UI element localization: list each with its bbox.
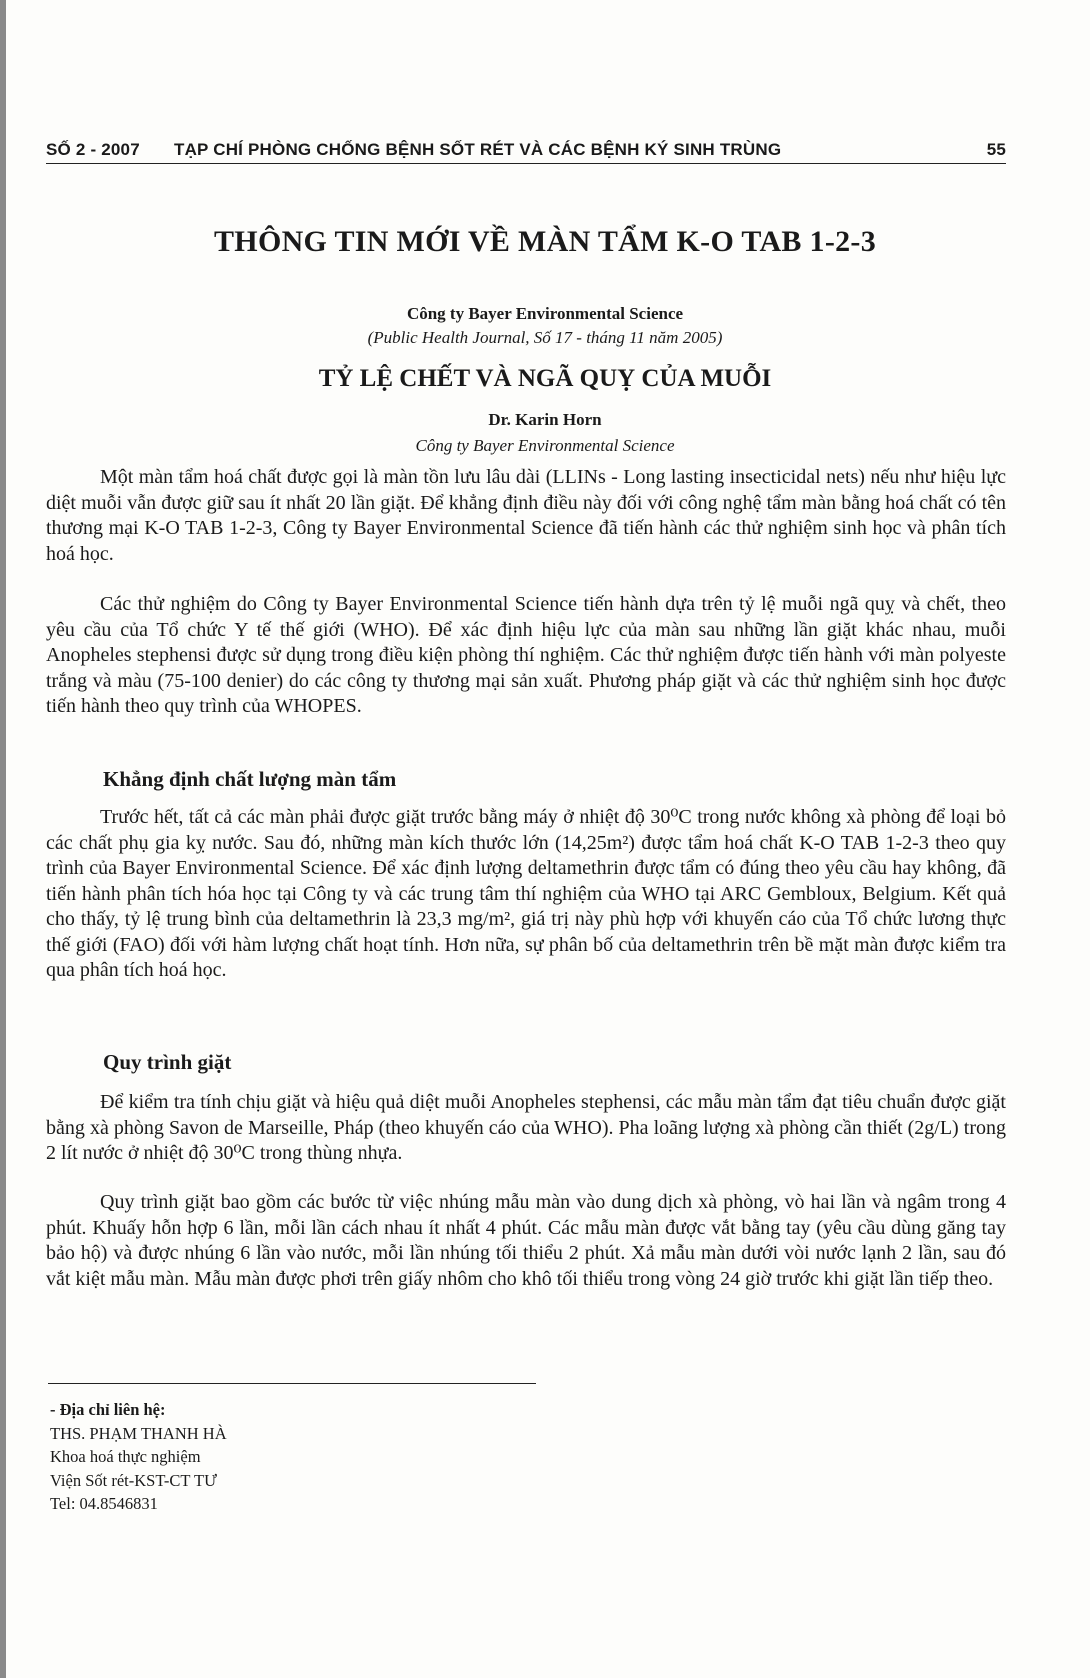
heading-washing: Quy trình giặt xyxy=(103,1050,232,1074)
paragraph-washing: Để kiểm tra tính chịu giặt và hiệu quả diệt muỗi Anopheles stephensi, các mẫu màn tẩm đạt tiêu chuẩn được giặt bằng xà phòng Savon de Marseille, Pháp (theo khuyến cáo của WHO). Pha loãng lượng xà phòng cần thiết (2g/L) trong 2 lít nước ở nhiệt độ 30⁰C trong thùng nhựa. xyxy=(46,1091,1006,1164)
contact-department: Khoa hoá thực nghiệm xyxy=(50,1447,201,1466)
author-affiliation: Công ty Bayer Environmental Science xyxy=(415,436,675,455)
author: Dr. Karin Horn xyxy=(488,410,602,429)
article-subtitle: TỶ LỆ CHẾT VÀ NGÃ QUỴ CỦA MUỖI xyxy=(318,365,772,392)
contact-label: - Địa chỉ liên hệ: xyxy=(50,1400,166,1419)
running-header xyxy=(46,140,1006,164)
source-company: Công ty Bayer Environmental Science xyxy=(406,304,684,323)
footnote-contact xyxy=(50,1398,227,1516)
page-number: 55 xyxy=(986,140,1006,159)
article-title: THÔNG TIN MỚI VỀ MÀN TẨM K-O TAB 1-2-3 xyxy=(214,225,876,258)
heading-quality: Khẳng định chất lượng màn tẩm xyxy=(103,767,397,791)
paragraph-intro: Một màn tẩm hoá chất được gọi là màn tồn lưu lâu dài (LLINs - Long lasting insecticidal nets) nếu như hiệu lực diệt muỗi vẫn được giữ sau ít nhất 20 lần giặt. Để khẳng định điều này đối với công nghệ tẩm màn bằng hoá chất có tên thương mại K-O TAB 1-2-3, Công ty Bayer Environmental Science đã tiến hành các thử nghiệm sinh học và phân tích hoá học. xyxy=(46,466,1006,565)
paragraph-procedure: Quy trình giặt bao gồm các bước từ việc nhúng mẫu màn vào dung dịch xà phòng, vò hai lần và ngâm trong 4 phút. Khuấy hỗn hợp 6 lần, mỗi lần cách nhau ít nhất 4 phút. Các mẫu màn được vắt bằng tay (yêu cầu dùng găng tay bảo hộ) và được nhúng 6 lần vào nước, mỗi lần nhúng tối thiểu 2 phút. Xả mẫu màn dưới vòi nước lạnh 2 lần, sau đó vắt kiệt mẫu màn. Mẫu màn được phơi trên giấy nhôm cho khô tối thiểu trong vòng 24 giờ trước khi giặt lần tiếp theo. xyxy=(46,1191,1006,1290)
contact-name: THS. PHẠM THANH HÀ xyxy=(50,1423,227,1443)
contact-institute: Viện Sốt rét-KST-CT TƯ xyxy=(50,1470,217,1490)
issue-number: SỐ 2 - 2007 xyxy=(46,140,140,159)
paragraph-tests: Các thử nghiệm do Công ty Bayer Environmental Science tiến hành dựa trên tỷ lệ muỗi ngã quỵ và chết, theo yêu cầu của Tổ chức Y tế thế giới (WHO). Để xác định hiệu lực của màn sau những lần giặt khác nhau, muỗi Anopheles stephensi được sử dụng trong điều kiện phòng thí nghiệm. Các thử nghiệm được tiến hành với màn polyeste trắng và màu (75-100 denier) do các công ty thương mại sản xuất. Phương pháp giặt và các thử nghiệm sinh học được tiến hành theo quy trình của WHOPES. xyxy=(46,593,1006,717)
paragraph-quality: Trước hết, tất cả các màn phải được giặt trước bằng máy ở nhiệt độ 30⁰C trong nước không xà phòng để loại bỏ các chất phụ gia kỵ nước. Sau đó, những màn kích thước lớn (14,25m²) được tẩm hoá chất K-O TAB 1-2-3 theo quy trình của Bayer Environmental Science. Để xác định lượng deltamethrin được tẩm có đúng theo yêu cầu hay không, đã tiến hành phân tích hóa học tại Công ty và các trung tâm thí nghiệm của WHO tại ARC Gembloux, Belgium. Kết quả cho thấy, tỷ lệ trung bình của deltamethrin là 23,3 mg/m², giá trị này phù hợp với khuyến cáo của Tổ chức lương thực thế giới (FAO) đối với hàm lượng chất hoạt tính. Hơn nữa, sự phân bố của deltamethrin trên bề mặt màn được kiểm tra qua phân tích hoá học. xyxy=(46,806,1006,981)
footnote-divider xyxy=(48,1383,536,1384)
contact-phone: Tel: 04.8546831 xyxy=(50,1494,158,1513)
source-citation: (Public Health Journal, Số 17 - tháng 11 năm 2005) xyxy=(367,328,723,347)
journal-name: TẠP CHÍ PHÒNG CHỐNG BỆNH SỐT RÉT VÀ CÁC BỆNH KÝ SINH TRÙNG xyxy=(174,140,782,159)
